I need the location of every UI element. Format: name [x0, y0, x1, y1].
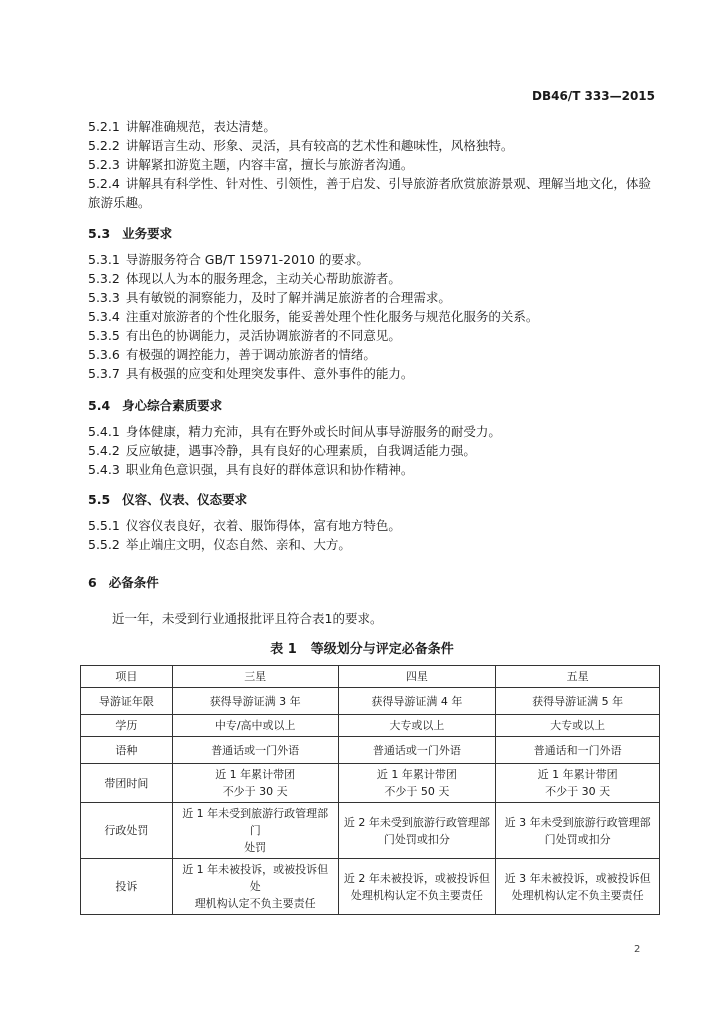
table-row	[81, 688, 660, 715]
clause-number: 5.4.3	[88, 462, 120, 477]
table-row	[81, 737, 660, 764]
clause-text: 导游服务符合 GB/T 15971-2010 的要求。	[125, 252, 369, 267]
section-number: 5.4	[88, 398, 111, 413]
clause-text: 有极强的调控能力，善于调动旅游者的情绪。	[125, 347, 376, 362]
clause-5-5-1	[88, 516, 658, 535]
table-cell	[496, 764, 660, 803]
cell-line: 不少于 50 天	[384, 785, 450, 798]
section-title: 必备条件	[108, 575, 159, 590]
table-row	[81, 859, 660, 915]
clause-5-4-1	[88, 422, 658, 441]
header-cell: 五星	[496, 666, 660, 688]
clause-5-3-5	[88, 326, 658, 345]
clause-5-4-3	[88, 460, 658, 479]
clause-text: 反应敏捷，遇事冷静，具有良好的心理素质，自我调适能力强。	[125, 443, 476, 458]
clause-number: 5.5.1	[88, 518, 120, 533]
table-cell	[172, 803, 338, 859]
section-6-intro: 近一年，未受到行业通报批评且符合表1的要求。	[112, 611, 383, 626]
section-number: 6	[88, 575, 97, 590]
cell-line: 不少于 30 天	[222, 785, 288, 798]
table-cell: 获得导游证满 3 年	[172, 688, 338, 715]
clause-text: 职业角色意识强，具有良好的群体意识和协作精神。	[125, 462, 414, 477]
clause-text: 身体健康，精力充沛，具有在野外或长时间从事导游服务的耐受力。	[125, 424, 501, 439]
cell-line: 近 3 年未受到旅游行政管理部	[504, 815, 651, 829]
clause-number: 5.3.6	[88, 347, 120, 362]
clause-number: 5.3.2	[88, 271, 120, 286]
table-cell: 获得导游证满 4 年	[338, 688, 496, 715]
cell-line: 近 2 年未受到旅游行政管理部	[343, 815, 490, 829]
cell-line: 近 3 年未被投诉，或被投诉但	[504, 871, 651, 885]
cell-line: 近 1 年累计带团	[537, 768, 618, 781]
table-row	[81, 803, 660, 859]
clause-text: 注重对旅游者的个性化服务，能妥善处理个性化服务与规范化服务的关系。	[125, 309, 539, 324]
cell-line: 近 1 年累计带团	[215, 768, 296, 781]
clause-5-2-1	[88, 117, 658, 136]
clause-text: 讲解准确规范，表达清楚。	[125, 119, 276, 134]
cell-line: 理机构认定不负主要责任	[194, 897, 316, 910]
section-heading-5-4	[88, 396, 222, 414]
cell-line: 处理机构认定不负主要责任	[511, 888, 644, 902]
table-cell	[338, 764, 496, 803]
section-heading-5-5	[88, 490, 247, 508]
page-number: 2	[634, 944, 641, 955]
table-title: 等级划分与评定必备条件	[310, 642, 454, 657]
clause-5-3-1	[88, 250, 658, 269]
clause-5-3-2	[88, 269, 658, 288]
row-label: 投诉	[81, 859, 173, 915]
cell-line: 近 2 年未被投诉，或被投诉但	[343, 871, 490, 885]
clause-number: 5.4.2	[88, 443, 120, 458]
table-cell: 中专/高中或以上	[172, 715, 338, 737]
clause-number: 5.4.1	[88, 424, 120, 439]
row-label: 带团时间	[81, 764, 173, 803]
clause-text: 讲解紧扣游览主题，内容丰富，擅长与旅游者沟通。	[125, 157, 414, 172]
clause-5-3-4	[88, 307, 658, 326]
section-heading-6	[88, 573, 159, 591]
cell-line: 近 1 年未受到旅游行政管理部门	[182, 807, 329, 837]
row-label: 行政处罚	[81, 803, 173, 859]
table-cell: 大专或以上	[338, 715, 496, 737]
clause-5-3-7	[88, 364, 658, 383]
clause-text: 举止端庄文明，仪态自然、亲和、大方。	[125, 537, 351, 552]
table-cell: 普通话或一门外语	[338, 737, 496, 764]
clause-text: 有出色的协调能力，灵活协调旅游者的不同意见。	[125, 328, 401, 343]
clause-5-5-2	[88, 535, 658, 554]
section-heading-5-3	[88, 224, 172, 242]
clause-number: 5.2.3	[88, 157, 120, 172]
clause-text: 仪容仪表良好，衣着、服饰得体，富有地方特色。	[125, 518, 401, 533]
table-cell: 普通话和一门外语	[496, 737, 660, 764]
table-cell	[338, 859, 496, 915]
table-cell	[172, 859, 338, 915]
doc-code: DB46/T 333—2015	[532, 89, 655, 103]
table-label: 表 1	[270, 642, 297, 657]
clause-number: 5.2.4	[88, 176, 120, 191]
table-cell	[172, 764, 338, 803]
clause-text: 讲解具有科学性、针对性、引领性，善于启发、引导旅游者欣赏旅游景观、理解当地文化，体验旅游乐趣。	[88, 176, 651, 210]
clause-5-3-3	[88, 288, 658, 307]
header-cell: 四星	[338, 666, 496, 688]
section-title: 仪容、仪表、仪态要求	[122, 492, 248, 507]
section-title: 身心综合素质要求	[122, 398, 223, 413]
clause-5-2-3	[88, 155, 658, 174]
table-caption	[0, 638, 724, 657]
cell-line: 不少于 30 天	[545, 785, 611, 798]
table-row	[81, 715, 660, 737]
cell-line: 处理机构认定不负主要责任	[350, 888, 483, 902]
header-cell: 三星	[172, 666, 338, 688]
clause-number: 5.5.2	[88, 537, 120, 552]
table-cell	[338, 803, 496, 859]
row-label: 语种	[81, 737, 173, 764]
table-cell: 普通话或一门外语	[172, 737, 338, 764]
clause-number: 5.3.1	[88, 252, 120, 267]
table-cell	[496, 803, 660, 859]
clause-number: 5.3.4	[88, 309, 120, 324]
clause-number: 5.2.1	[88, 119, 120, 134]
clause-5-2-2	[88, 136, 658, 155]
clause-number: 5.3.3	[88, 290, 120, 305]
cell-line: 近 1 年累计带团	[376, 768, 457, 781]
clause-number: 5.2.2	[88, 138, 120, 153]
table-cell	[496, 859, 660, 915]
row-label: 学历	[81, 715, 173, 737]
requirements-table	[80, 665, 660, 915]
table-cell: 获得导游证满 5 年	[496, 688, 660, 715]
cell-line: 处罚	[244, 841, 267, 854]
table-row	[81, 764, 660, 803]
clause-text: 体现以人为本的服务理念，主动关心帮助旅游者。	[125, 271, 401, 286]
clause-5-2-4	[88, 174, 658, 212]
table-header-row	[81, 666, 660, 688]
clause-text: 具有敏锐的洞察能力，及时了解并满足旅游者的合理需求。	[125, 290, 451, 305]
clause-text: 具有极强的应变和处理突发事件、意外事件的能力。	[125, 366, 414, 381]
cell-line: 门处罚或扣分	[383, 832, 450, 846]
section-title: 业务要求	[122, 226, 173, 241]
table-cell: 大专或以上	[496, 715, 660, 737]
section-number: 5.3	[88, 226, 111, 241]
header-cell: 项目	[81, 666, 173, 688]
clause-number: 5.3.7	[88, 366, 120, 381]
cell-line: 近 1 年未被投诉，或被投诉但处	[182, 863, 329, 893]
clause-5-3-6	[88, 345, 658, 364]
clause-number: 5.3.5	[88, 328, 120, 343]
clause-text: 讲解语言生动、形象、灵活，具有较高的艺术性和趣味性，风格独特。	[125, 138, 514, 153]
cell-line: 门处罚或扣分	[544, 832, 611, 846]
row-label: 导游证年限	[81, 688, 173, 715]
section-number: 5.5	[88, 492, 111, 507]
clause-5-4-2	[88, 441, 658, 460]
